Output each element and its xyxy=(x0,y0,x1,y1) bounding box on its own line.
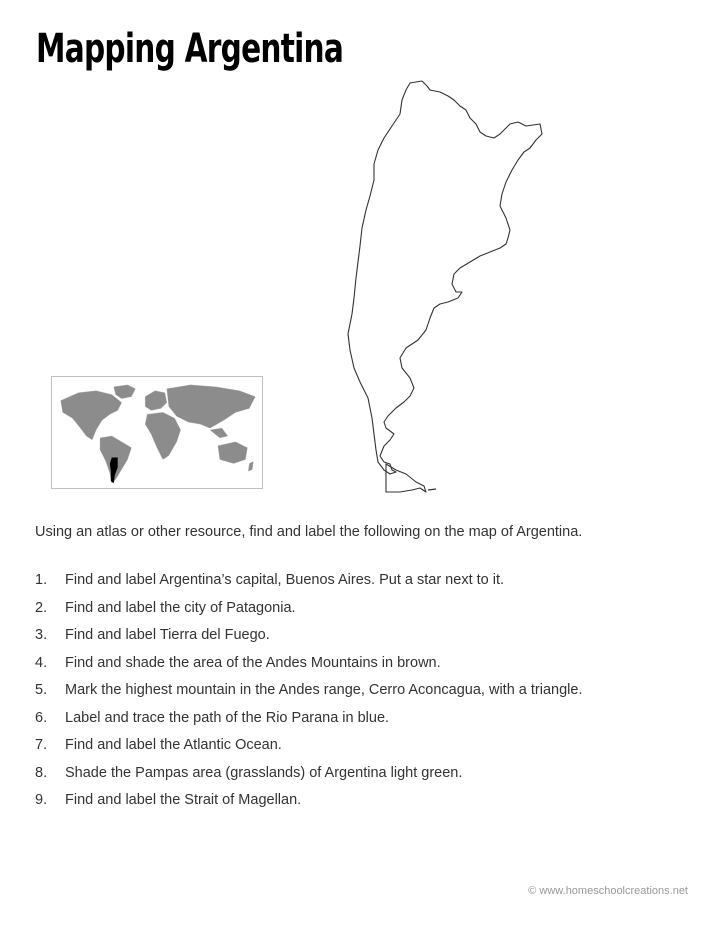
greenland-shape xyxy=(114,385,136,399)
page-title: Mapping Argentina xyxy=(36,26,344,72)
task-number: 5. xyxy=(35,682,48,698)
world-locator-map xyxy=(51,376,263,489)
task-number: 8. xyxy=(35,764,48,781)
task-number: 4. xyxy=(35,654,48,671)
list-item xyxy=(35,572,695,600)
task-text: Shade the Pampas area (grasslands) of Argentina light green. xyxy=(65,764,463,781)
list-item xyxy=(35,792,695,820)
north-america-shape xyxy=(61,391,122,440)
task-text: Find and label the city of Patagonia. xyxy=(65,599,296,616)
task-text: Find and label the Strait of Magellan. xyxy=(65,792,302,808)
task-text: Find and label Tierra del Fuego. xyxy=(65,627,270,643)
australia-shape xyxy=(218,442,247,464)
argentina-outline-map xyxy=(330,78,560,498)
world-landmasses xyxy=(61,385,255,483)
task-number: 3. xyxy=(35,627,48,643)
task-number: 9. xyxy=(35,792,48,808)
list-item xyxy=(35,627,695,655)
task-list xyxy=(35,572,695,820)
asia-shape xyxy=(167,385,255,428)
africa-shape xyxy=(145,412,180,459)
task-number: 6. xyxy=(35,709,48,726)
task-number: 7. xyxy=(35,737,48,753)
task-text: Mark the highest mountain in the Andes range, Cerro Aconcagua, with a triangle. xyxy=(65,682,583,698)
list-item xyxy=(35,600,695,628)
tierra-del-fuego-outline xyxy=(386,464,426,492)
southeast-asia-shape xyxy=(210,428,228,438)
task-number: 1. xyxy=(35,572,48,588)
copyright-credit: © www.homeschoolcreations.net xyxy=(528,885,688,897)
list-item xyxy=(35,765,695,793)
europe-shape xyxy=(145,391,167,411)
task-number: 2. xyxy=(35,599,48,616)
list-item xyxy=(35,655,695,683)
argentina-mainland-outline xyxy=(348,81,542,474)
argentina-highlight xyxy=(110,458,118,484)
task-text: Find and label the Atlantic Ocean. xyxy=(65,737,282,753)
list-item xyxy=(35,682,695,710)
task-text: Find and shade the area of the Andes Mountains in brown. xyxy=(65,654,441,671)
list-item xyxy=(35,737,695,765)
small-island-outline xyxy=(428,489,436,490)
task-text: Find and label Argentina’s capital, Buenos Aires. Put a star next to it. xyxy=(65,572,505,588)
list-item xyxy=(35,710,695,738)
instructions-text: Using an atlas or other resource, find and label the following on the map of Argentina. xyxy=(35,524,583,540)
new-zealand-shape xyxy=(248,461,253,471)
task-text: Label and trace the path of the Rio Parana in blue. xyxy=(65,709,390,726)
